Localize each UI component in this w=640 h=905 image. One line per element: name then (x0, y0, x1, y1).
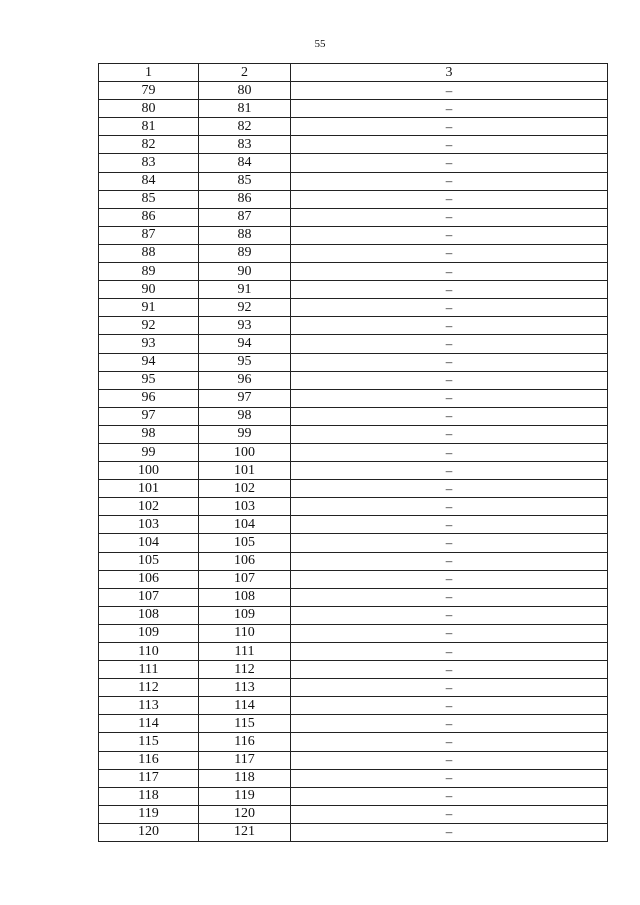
table-cell-col-1: 116 (99, 751, 199, 769)
table-cell-col-1: 112 (99, 679, 199, 697)
table-cell-col-2: 84 (199, 154, 291, 172)
table-cell-col-1: 92 (99, 317, 199, 335)
table-cell-col-2: 93 (199, 317, 291, 335)
table-cell-col-1: 91 (99, 299, 199, 317)
table-cell-col-1: 96 (99, 389, 199, 407)
table-cell-col-1: 98 (99, 425, 199, 443)
table-cell-col-2: 105 (199, 534, 291, 552)
table-row (99, 82, 608, 100)
table-cell-col-3: – (291, 335, 608, 353)
table-cell-col-2: 88 (199, 226, 291, 244)
table-cell-col-1: 85 (99, 190, 199, 208)
table-cell-col-3: – (291, 624, 608, 642)
table-cell-col-2: 98 (199, 407, 291, 425)
table-row (99, 263, 608, 281)
table-cell-col-3: – (291, 733, 608, 751)
table-row (99, 100, 608, 118)
table-row (99, 516, 608, 534)
table-cell-col-2: 100 (199, 443, 291, 461)
table-cell-col-2: 104 (199, 516, 291, 534)
table-cell-col-1: 89 (99, 263, 199, 281)
table-cell-col-1: 94 (99, 353, 199, 371)
table-cell-col-2: 108 (199, 588, 291, 606)
table-cell-col-2: 112 (199, 661, 291, 679)
table-row (99, 480, 608, 498)
table-cell-col-2: 89 (199, 244, 291, 262)
table-cell-col-3: – (291, 751, 608, 769)
table-cell-col-2: 120 (199, 805, 291, 823)
table-row (99, 281, 608, 299)
table-row (99, 353, 608, 371)
table-cell-col-3: – (291, 498, 608, 516)
table-cell-col-3: – (291, 317, 608, 335)
column-header-3: 3 (291, 64, 608, 82)
table-cell-col-3: – (291, 136, 608, 154)
table-row (99, 715, 608, 733)
table-cell-col-3: – (291, 154, 608, 172)
table-cell-col-2: 94 (199, 335, 291, 353)
table-cell-col-3: – (291, 443, 608, 461)
table-cell-col-1: 87 (99, 226, 199, 244)
table-cell-col-2: 81 (199, 100, 291, 118)
table-row (99, 335, 608, 353)
table-cell-col-1: 90 (99, 281, 199, 299)
table-cell-col-3: – (291, 208, 608, 226)
table-cell-col-2: 83 (199, 136, 291, 154)
table-cell-col-1: 93 (99, 335, 199, 353)
table-cell-col-1: 109 (99, 624, 199, 642)
table-row (99, 371, 608, 389)
table-cell-col-2: 101 (199, 462, 291, 480)
table-cell-col-1: 107 (99, 588, 199, 606)
table-cell-col-1: 83 (99, 154, 199, 172)
column-header-2: 2 (199, 64, 291, 82)
table-cell-col-2: 109 (199, 606, 291, 624)
table-cell-col-1: 120 (99, 823, 199, 841)
table-row (99, 317, 608, 335)
table-cell-col-1: 119 (99, 805, 199, 823)
table-cell-col-1: 86 (99, 208, 199, 226)
table-cell-col-3: – (291, 462, 608, 480)
table-row (99, 244, 608, 262)
table-cell-col-3: – (291, 679, 608, 697)
table-row (99, 208, 608, 226)
table-cell-col-3: – (291, 172, 608, 190)
table-cell-col-1: 99 (99, 443, 199, 461)
table-cell-col-3: – (291, 82, 608, 100)
table-row (99, 552, 608, 570)
table-cell-col-3: – (291, 371, 608, 389)
table-cell-col-2: 82 (199, 118, 291, 136)
table-row (99, 534, 608, 552)
table-cell-col-1: 115 (99, 733, 199, 751)
table-cell-col-3: – (291, 281, 608, 299)
table-cell-col-1: 80 (99, 100, 199, 118)
table-row (99, 751, 608, 769)
table-cell-col-2: 102 (199, 480, 291, 498)
table-row (99, 823, 608, 841)
table-cell-col-3: – (291, 715, 608, 733)
table-cell-col-1: 103 (99, 516, 199, 534)
header-row (99, 64, 608, 82)
column-header-1: 1 (99, 64, 199, 82)
table-cell-col-2: 119 (199, 787, 291, 805)
table-cell-col-3: – (291, 425, 608, 443)
table-cell-col-3: – (291, 244, 608, 262)
table-cell-col-3: – (291, 606, 608, 624)
table-cell-col-2: 99 (199, 425, 291, 443)
table-cell-col-1: 105 (99, 552, 199, 570)
table-header (99, 64, 608, 82)
table-row (99, 407, 608, 425)
table-cell-col-1: 110 (99, 643, 199, 661)
table-cell-col-3: – (291, 480, 608, 498)
table-row (99, 697, 608, 715)
table-row (99, 588, 608, 606)
table-body (99, 82, 608, 842)
table-cell-col-1: 104 (99, 534, 199, 552)
table-cell-col-2: 111 (199, 643, 291, 661)
table-cell-col-3: – (291, 407, 608, 425)
table-cell-col-1: 113 (99, 697, 199, 715)
table-cell-col-3: – (291, 389, 608, 407)
table-row (99, 787, 608, 805)
table-row (99, 226, 608, 244)
table-cell-col-2: 107 (199, 570, 291, 588)
table-row (99, 299, 608, 317)
table-cell-col-1: 79 (99, 82, 199, 100)
table-cell-col-1: 84 (99, 172, 199, 190)
table-cell-col-3: – (291, 805, 608, 823)
table-cell-col-2: 103 (199, 498, 291, 516)
table-cell-col-3: – (291, 643, 608, 661)
table-cell-col-2: 113 (199, 679, 291, 697)
table-cell-col-3: – (291, 534, 608, 552)
table-row (99, 118, 608, 136)
table-cell-col-3: – (291, 190, 608, 208)
table-cell-col-3: – (291, 299, 608, 317)
table-row (99, 679, 608, 697)
table-cell-col-1: 106 (99, 570, 199, 588)
table-cell-col-2: 114 (199, 697, 291, 715)
table-cell-col-1: 118 (99, 787, 199, 805)
table-row (99, 172, 608, 190)
table-cell-col-3: – (291, 823, 608, 841)
table-cell-col-1: 101 (99, 480, 199, 498)
table-row (99, 462, 608, 480)
table-row (99, 661, 608, 679)
table-cell-col-3: – (291, 118, 608, 136)
table-cell-col-2: 121 (199, 823, 291, 841)
table-cell-col-1: 82 (99, 136, 199, 154)
page-number: 55 (314, 38, 326, 50)
table-row (99, 733, 608, 751)
table-cell-col-2: 118 (199, 769, 291, 787)
table-cell-col-3: – (291, 570, 608, 588)
table-cell-col-3: – (291, 263, 608, 281)
table-cell-col-2: 91 (199, 281, 291, 299)
table-row (99, 606, 608, 624)
table-cell-col-2: 116 (199, 733, 291, 751)
table-cell-col-2: 110 (199, 624, 291, 642)
table-cell-col-2: 95 (199, 353, 291, 371)
table-row (99, 643, 608, 661)
table-cell-col-2: 87 (199, 208, 291, 226)
table-cell-col-2: 97 (199, 389, 291, 407)
table-row (99, 498, 608, 516)
table-cell-col-2: 96 (199, 371, 291, 389)
table-cell-col-1: 111 (99, 661, 199, 679)
table-cell-col-1: 81 (99, 118, 199, 136)
table-row (99, 154, 608, 172)
table-row (99, 389, 608, 407)
table-cell-col-2: 106 (199, 552, 291, 570)
table-cell-col-1: 88 (99, 244, 199, 262)
table-cell-col-2: 80 (199, 82, 291, 100)
table-row (99, 136, 608, 154)
table-row (99, 443, 608, 461)
table-cell-col-1: 114 (99, 715, 199, 733)
data-table (98, 63, 608, 842)
table-cell-col-3: – (291, 516, 608, 534)
table-cell-col-1: 95 (99, 371, 199, 389)
table-cell-col-1: 97 (99, 407, 199, 425)
table-cell-col-3: – (291, 100, 608, 118)
table-cell-col-3: – (291, 661, 608, 679)
table-cell-col-2: 90 (199, 263, 291, 281)
table-row (99, 769, 608, 787)
table-cell-col-3: – (291, 697, 608, 715)
table-cell-col-2: 92 (199, 299, 291, 317)
table-cell-col-2: 85 (199, 172, 291, 190)
table-row (99, 624, 608, 642)
table-cell-col-3: – (291, 588, 608, 606)
table-cell-col-3: – (291, 787, 608, 805)
table-cell-col-2: 86 (199, 190, 291, 208)
table-cell-col-1: 102 (99, 498, 199, 516)
table-cell-col-3: – (291, 769, 608, 787)
table-cell-col-2: 115 (199, 715, 291, 733)
table-cell-col-3: – (291, 226, 608, 244)
table-row (99, 570, 608, 588)
table-cell-col-1: 100 (99, 462, 199, 480)
table-cell-col-1: 117 (99, 769, 199, 787)
table-row (99, 805, 608, 823)
table-cell-col-1: 108 (99, 606, 199, 624)
table-cell-col-3: – (291, 353, 608, 371)
table-cell-col-3: – (291, 552, 608, 570)
table-row (99, 425, 608, 443)
table-row (99, 190, 608, 208)
table-cell-col-2: 117 (199, 751, 291, 769)
